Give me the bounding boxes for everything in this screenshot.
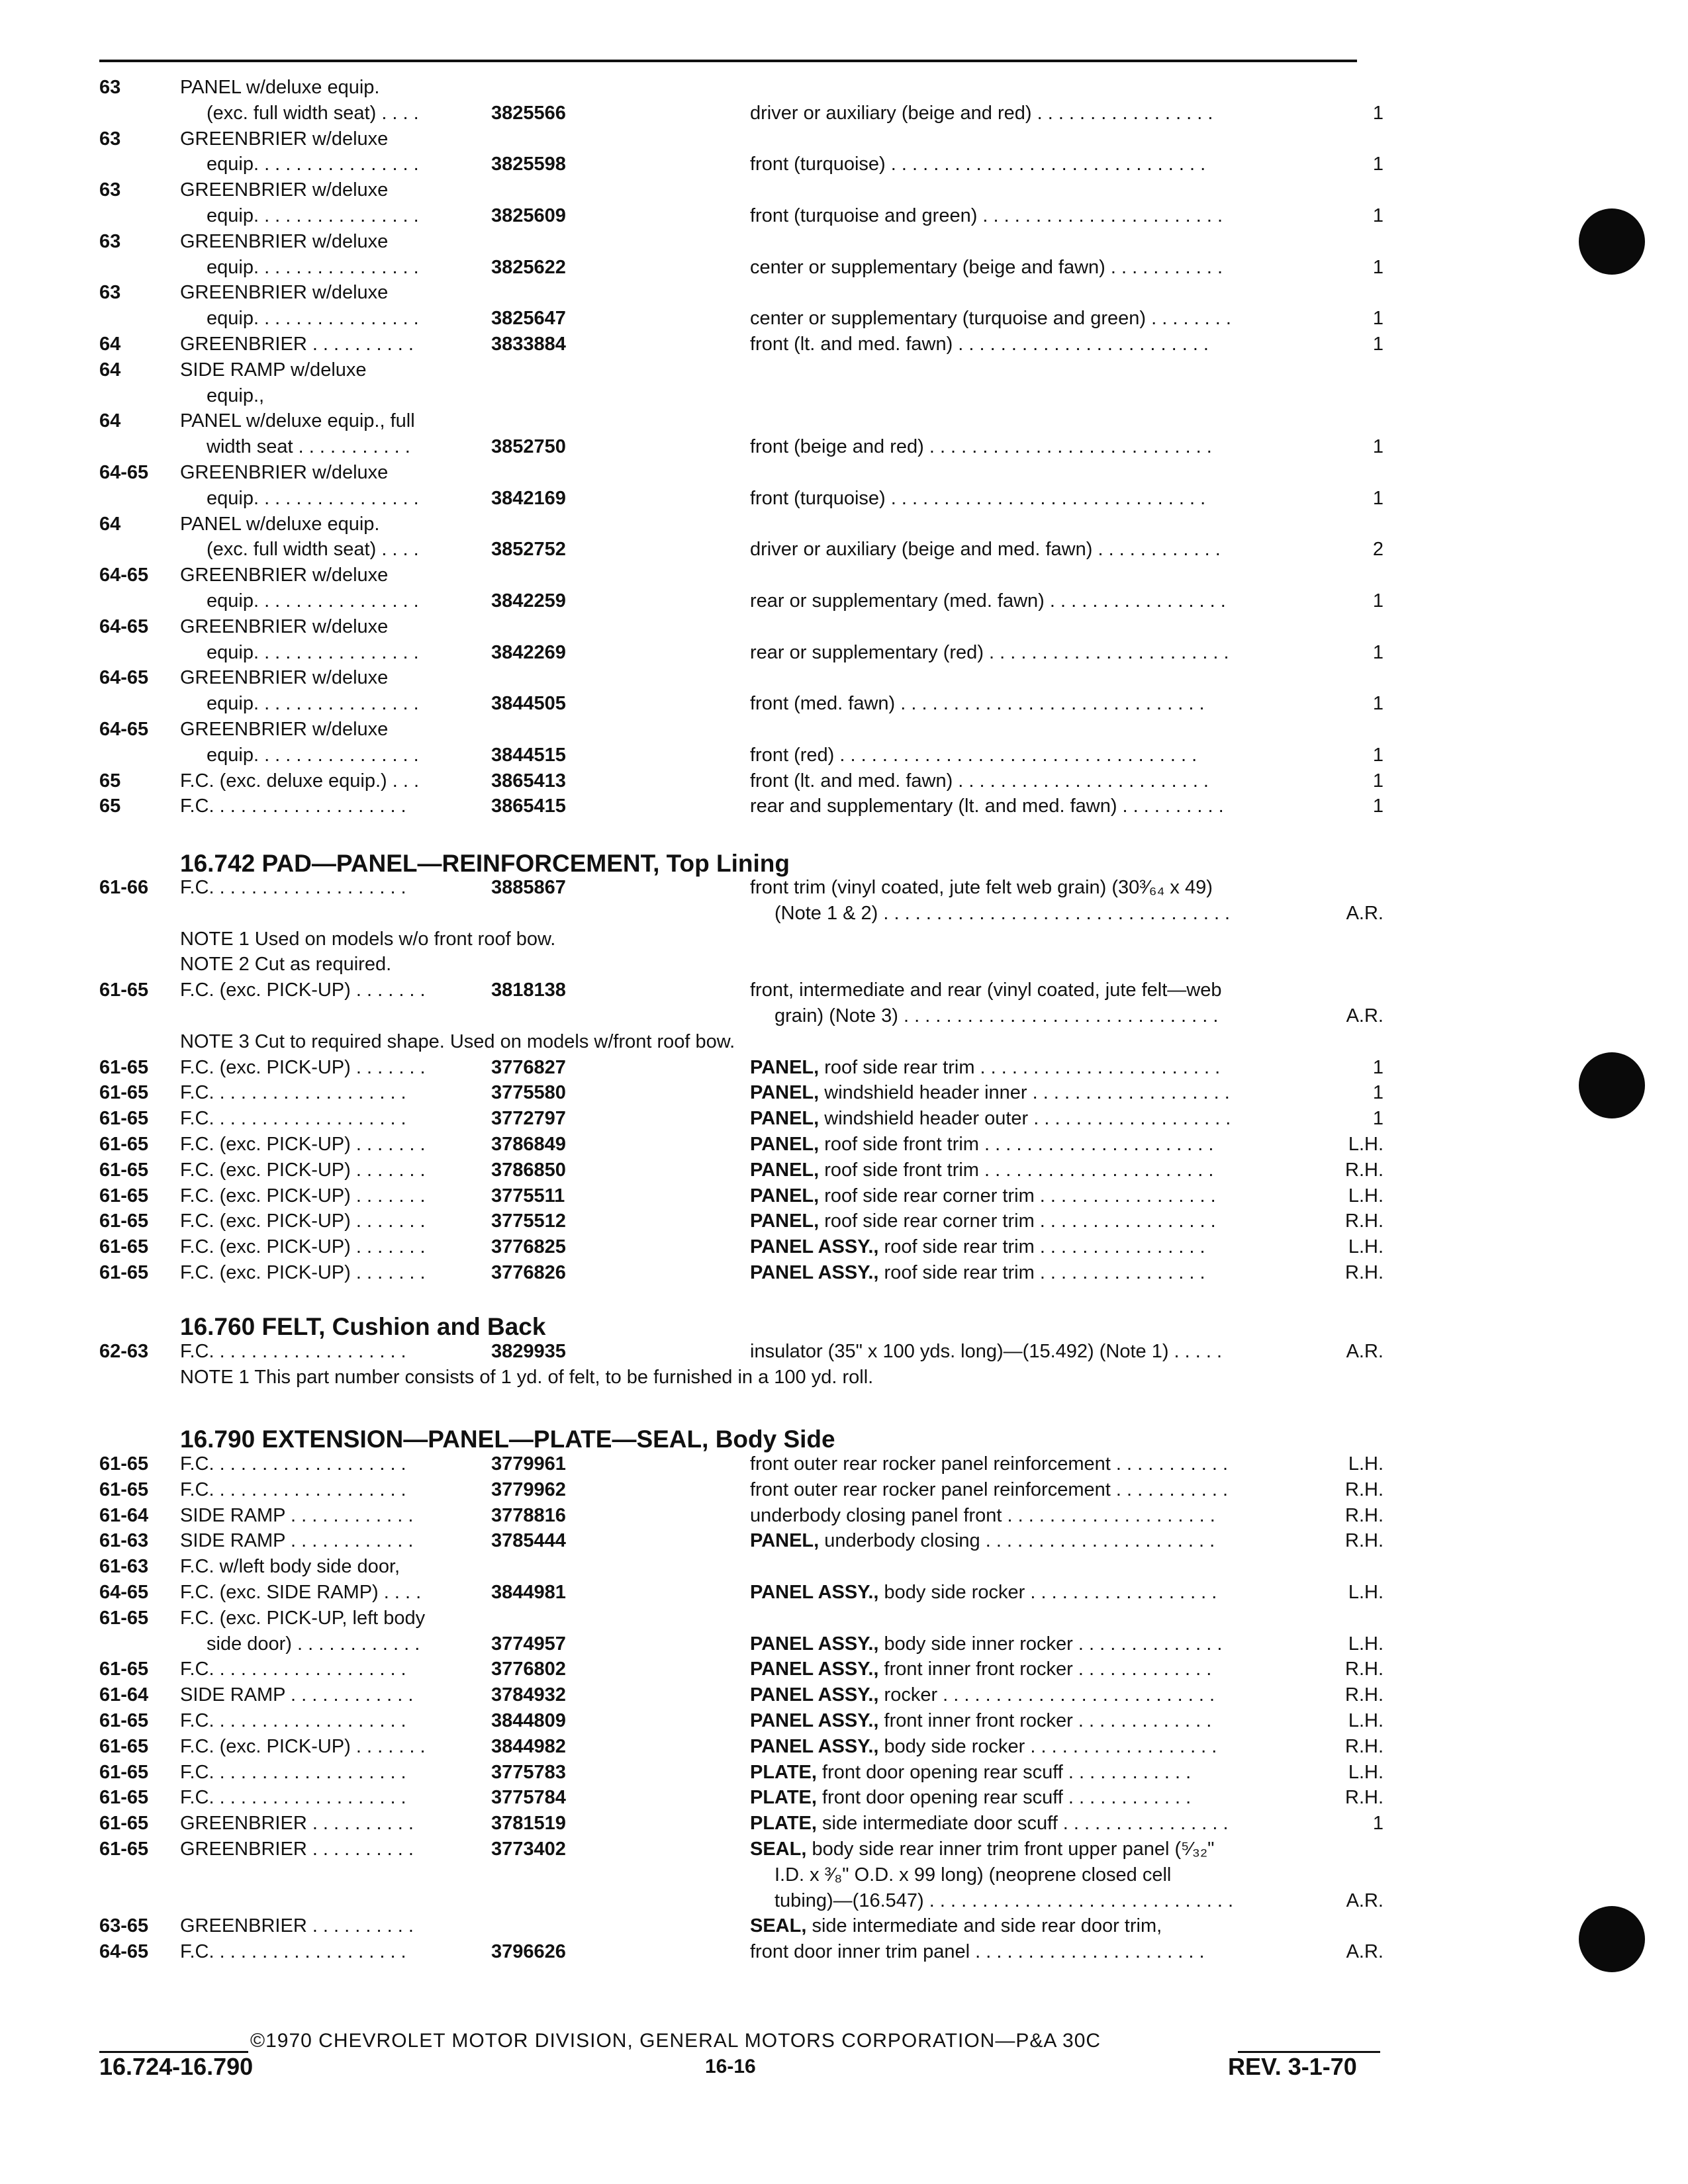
description-text: roof side rear corner trim . . . . . . . . . . . . . . . . . <box>824 1185 1216 1206</box>
model-name: F.C. (exc. PICK-UP) . . . . . . . <box>180 1262 426 1283</box>
model-years: 64-65 <box>99 616 149 637</box>
model-name: GREENBRIER w/deluxe <box>180 179 389 201</box>
quantity: A.R. <box>1346 1341 1383 1362</box>
model-years: 61-65 <box>99 1710 149 1731</box>
quantity: R.H. <box>1345 1736 1383 1757</box>
model-years: 65 <box>99 770 121 792</box>
model-name: (exc. full width seat) . . . . <box>207 539 419 560</box>
model-name: equip. . . . . . . . . . . . . . . . <box>207 590 419 612</box>
part-number: 3775512 <box>491 1210 566 1232</box>
model-years: 61-65 <box>99 1608 149 1629</box>
part-description <box>750 875 1213 900</box>
punch-hole <box>1579 1906 1645 1972</box>
model-name: GREENBRIER . . . . . . . . . . <box>180 1813 414 1834</box>
model-years: 61-65 <box>99 1839 149 1860</box>
punch-hole <box>1579 1052 1645 1118</box>
model-name: SIDE RAMP . . . . . . . . . . . . <box>180 1505 414 1526</box>
description-text: grain) (Note 3) . . . . . . . . . . . . . . . . . . . . . . . . . . . . . . <box>774 1005 1219 1026</box>
part-number: 3778816 <box>491 1505 566 1526</box>
quantity: 1 <box>1372 154 1383 175</box>
section-heading: 16.760 FELT, Cushion and Back <box>180 1313 546 1340</box>
quantity: R.H. <box>1345 1479 1383 1500</box>
note-line: NOTE 2 Cut as required. <box>180 954 392 975</box>
part-number: 3865415 <box>491 796 566 817</box>
model-name: side door) . . . . . . . . . . . . <box>207 1633 420 1655</box>
quantity: 1 <box>1372 796 1383 817</box>
part-number: 3844515 <box>491 745 566 766</box>
part-number: 3833884 <box>491 334 566 355</box>
part-number: 3775511 <box>491 1185 565 1206</box>
part-type: PLATE, <box>750 1762 817 1783</box>
model-years: 64 <box>99 514 121 535</box>
model-years: 61-65 <box>99 1659 149 1680</box>
model-name: F.C. . . . . . . . . . . . . . . . . . . <box>180 1941 406 1962</box>
description-text: front door opening rear scuff . . . . . . . . . . . . <box>822 1762 1192 1783</box>
description-text: body side inner rocker . . . . . . . . . . . . . . <box>884 1633 1223 1655</box>
part-number: 3776802 <box>491 1659 566 1680</box>
quantity: L.H. <box>1348 1762 1383 1783</box>
model-years: 61-64 <box>99 1505 149 1526</box>
model-years: 61-65 <box>99 1453 149 1475</box>
quantity: 1 <box>1372 745 1383 766</box>
model-name: PANEL w/deluxe equip. <box>180 514 380 535</box>
model-years: 61-64 <box>99 1684 149 1706</box>
quantity: R.H. <box>1345 1787 1383 1808</box>
description-text: center or supplementary (turquoise and green) . . . . . . . . <box>750 308 1231 329</box>
description-text: front (lt. and med. fawn) . . . . . . . . . . . . . . . . . . . . . . . . <box>750 334 1209 355</box>
description-text: front trim (vinyl coated, jute felt web grain) (30³⁄₆₄ x 49) <box>750 877 1213 898</box>
quantity: 1 <box>1372 308 1383 329</box>
part-type: PANEL ASSY., <box>750 1582 879 1603</box>
quantity: 1 <box>1372 642 1383 663</box>
quantity: A.R. <box>1346 1941 1383 1962</box>
model-name: equip. . . . . . . . . . . . . . . . <box>207 693 419 714</box>
description-text: underbody closing panel front . . . . . . . . . . . . . . . . . . . . <box>750 1505 1215 1526</box>
model-name: F.C. (exc. PICK-UP, left body <box>180 1608 426 1629</box>
model-name: GREENBRIER w/deluxe <box>180 462 389 483</box>
model-years: 63 <box>99 179 121 201</box>
note-line: NOTE 1 This part number consists of 1 yd. of felt, to be furnished in a 100 yd. roll. <box>180 1367 874 1388</box>
description-text: driver or auxiliary (beige and red) . . . . . . . . . . . . . . . . . <box>750 103 1213 124</box>
model-years: 64-65 <box>99 1941 149 1962</box>
section-heading: 16.742 PAD—PANEL—REINFORCEMENT, Top Lining <box>180 850 790 877</box>
model-name: F.C. (exc. PICK-UP) . . . . . . . <box>180 1160 426 1181</box>
description-text: front (lt. and med. fawn) . . . . . . . . . . . . . . . . . . . . . . . . <box>750 770 1209 792</box>
part-type: PANEL, <box>750 1057 820 1078</box>
part-type: PANEL, <box>750 1185 820 1206</box>
part-type: PLATE, <box>750 1813 817 1834</box>
description-text: front door opening rear scuff . . . . . . . . . . . . <box>822 1787 1192 1808</box>
footer-page-number: 16-16 <box>705 2056 756 2077</box>
quantity: L.H. <box>1348 1633 1383 1655</box>
model-years: 65 <box>99 796 121 817</box>
part-type: PANEL ASSY., <box>750 1684 879 1706</box>
note-line: NOTE 1 Used on models w/o front roof bow. <box>180 929 556 950</box>
quantity: 1 <box>1372 205 1383 226</box>
part-number: 3844982 <box>491 1736 566 1757</box>
model-name: (exc. full width seat) . . . . <box>207 103 419 124</box>
model-name: equip. . . . . . . . . . . . . . . . <box>207 642 419 663</box>
model-name: GREENBRIER w/deluxe <box>180 128 389 150</box>
model-years: 61-65 <box>99 1185 149 1206</box>
model-name: GREENBRIER w/deluxe <box>180 719 389 740</box>
model-name: F.C. . . . . . . . . . . . . . . . . . . <box>180 1659 406 1680</box>
model-years: 64 <box>99 334 121 355</box>
quantity: L.H. <box>1348 1185 1383 1206</box>
quantity: R.H. <box>1345 1684 1383 1706</box>
model-name: SIDE RAMP . . . . . . . . . . . . <box>180 1684 414 1706</box>
part-number: 3825566 <box>491 103 566 124</box>
description-text: body side rocker . . . . . . . . . . . . . . . . . . <box>884 1582 1217 1603</box>
model-years: 61-66 <box>99 877 149 898</box>
model-years: 61-65 <box>99 1210 149 1232</box>
part-description <box>750 1837 1214 1862</box>
quantity: 1 <box>1372 334 1383 355</box>
description-text: (Note 1 & 2) . . . . . . . . . . . . . . . . . . . . . . . . . . . . . . . . . <box>774 903 1231 924</box>
model-name: SIDE RAMP . . . . . . . . . . . . <box>180 1530 414 1551</box>
description-text: windshield header outer . . . . . . . . . . . . . . . . . . . <box>824 1108 1231 1129</box>
part-number: 3852752 <box>491 539 566 560</box>
part-type: PANEL, <box>750 1530 820 1551</box>
model-name: F.C. . . . . . . . . . . . . . . . . . . <box>180 1710 406 1731</box>
part-number: 3825598 <box>491 154 566 175</box>
quantity: A.R. <box>1346 903 1383 924</box>
model-name: F.C. (exc. PICK-UP) . . . . . . . <box>180 1134 426 1155</box>
model-name: F.C. . . . . . . . . . . . . . . . . . . <box>180 1108 406 1129</box>
description-text: front (red) . . . . . . . . . . . . . . . . . . . . . . . . . . . . . . . . . . <box>750 745 1197 766</box>
quantity: L.H. <box>1348 1236 1383 1257</box>
model-years: 64-65 <box>99 565 149 586</box>
footer-copyright: ©1970 CHEVROLET MOTOR DIVISION, GENERAL MOTORS CORPORATION—P&A 30C <box>250 2030 1102 2052</box>
quantity: 1 <box>1372 1057 1383 1078</box>
model-years: 61-65 <box>99 1236 149 1257</box>
description-text: roof side rear trim . . . . . . . . . . . . . . . . . . . . . . . <box>824 1057 1221 1078</box>
note-line: NOTE 3 Cut to required shape. Used on models w/front roof bow. <box>180 1031 735 1052</box>
description-text: driver or auxiliary (beige and med. fawn) . . . . . . . . . . . . <box>750 539 1221 560</box>
quantity: 1 <box>1372 770 1383 792</box>
part-number: 3786849 <box>491 1134 566 1155</box>
punch-hole <box>1579 208 1645 275</box>
model-years: 61-65 <box>99 1813 149 1834</box>
part-number: 3772797 <box>491 1108 566 1129</box>
model-name: F.C. . . . . . . . . . . . . . . . . . . <box>180 1762 406 1783</box>
top-rule <box>99 60 1357 62</box>
part-type: PANEL, <box>750 1082 820 1103</box>
model-name: F.C. . . . . . . . . . . . . . . . . . . <box>180 1341 406 1362</box>
description-text: underbody closing . . . . . . . . . . . . . . . . . . . . . . <box>824 1530 1215 1551</box>
model-name: equip. . . . . . . . . . . . . . . . <box>207 257 419 278</box>
part-number: 3844809 <box>491 1710 566 1731</box>
model-name: GREENBRIER w/deluxe <box>180 282 389 303</box>
description-text: roof side front trim . . . . . . . . . . . . . . . . . . . . . . <box>824 1134 1214 1155</box>
model-name: F.C. . . . . . . . . . . . . . . . . . . <box>180 1479 406 1500</box>
part-type: PANEL ASSY., <box>750 1659 879 1680</box>
description-text: front (beige and red) . . . . . . . . . . . . . . . . . . . . . . . . . . . <box>750 436 1212 457</box>
model-name: F.C. . . . . . . . . . . . . . . . . . . <box>180 1787 406 1808</box>
model-years: 64-65 <box>99 667 149 688</box>
model-years: 63 <box>99 128 121 150</box>
model-name: F.C. (exc. PICK-UP) . . . . . . . <box>180 1185 426 1206</box>
model-name: GREENBRIER . . . . . . . . . . <box>180 1915 414 1936</box>
footer-section-range: 16.724-16.790 <box>99 2053 254 2080</box>
quantity: 1 <box>1372 693 1383 714</box>
description-text: side intermediate door scuff . . . . . . . . . . . . . . . . <box>822 1813 1229 1834</box>
model-years: 61-65 <box>99 1108 149 1129</box>
description-text: roof side rear trim . . . . . . . . . . . . . . . . <box>884 1236 1205 1257</box>
part-number: 3776825 <box>491 1236 566 1257</box>
part-type: PANEL ASSY., <box>750 1236 879 1257</box>
description-text: front (med. fawn) . . . . . . . . . . . . . . . . . . . . . . . . . . . . . <box>750 693 1205 714</box>
description-text: insulator (35" x 100 yds. long)—(15.492) (Note 1) . . . . . <box>750 1341 1223 1362</box>
description-text: windshield header inner . . . . . . . . . . . . . . . . . . . <box>824 1082 1230 1103</box>
model-name: GREENBRIER w/deluxe <box>180 667 389 688</box>
description-text: front (turquoise and green) . . . . . . . . . . . . . . . . . . . . . . . <box>750 205 1223 226</box>
model-name: F.C. (exc. PICK-UP) . . . . . . . <box>180 979 426 1001</box>
part-number: 3825622 <box>491 257 566 278</box>
part-number: 3829935 <box>491 1341 566 1362</box>
part-description <box>750 978 1221 1003</box>
quantity: L.H. <box>1348 1453 1383 1475</box>
part-number: 3842269 <box>491 642 566 663</box>
part-number: 3773402 <box>491 1839 566 1860</box>
model-years: 64-65 <box>99 719 149 740</box>
quantity: R.H. <box>1345 1160 1383 1181</box>
model-years: 61-65 <box>99 1134 149 1155</box>
part-number: 3842259 <box>491 590 566 612</box>
model-name: F.C. (exc. SIDE RAMP) . . . . <box>180 1582 422 1603</box>
quantity: L.H. <box>1348 1710 1383 1731</box>
description-text: center or supplementary (beige and fawn) . . . . . . . . . . . <box>750 257 1223 278</box>
quantity: A.R. <box>1346 1890 1383 1911</box>
part-type: PANEL ASSY., <box>750 1633 879 1655</box>
part-number: 3785444 <box>491 1530 566 1551</box>
model-name: PANEL w/deluxe equip., full <box>180 410 415 432</box>
quantity: 1 <box>1372 488 1383 509</box>
description-text: front inner front rocker . . . . . . . . . . . . . <box>884 1710 1212 1731</box>
model-years: 63 <box>99 282 121 303</box>
quantity: R.H. <box>1345 1505 1383 1526</box>
quantity: L.H. <box>1348 1582 1383 1603</box>
model-years: 61-65 <box>99 1160 149 1181</box>
part-type: SEAL, <box>750 1915 807 1936</box>
part-type: SEAL, <box>750 1839 807 1860</box>
model-years: 61-65 <box>99 1082 149 1103</box>
model-name: width seat . . . . . . . . . . . <box>207 436 410 457</box>
part-type: PANEL, <box>750 1160 820 1181</box>
part-number: 3774957 <box>491 1633 566 1655</box>
part-number: 3844505 <box>491 693 566 714</box>
model-years: 63 <box>99 231 121 252</box>
quantity: R.H. <box>1345 1210 1383 1232</box>
description-text: body side rocker . . . . . . . . . . . . . . . . . . <box>884 1736 1217 1757</box>
part-type: PANEL ASSY., <box>750 1736 879 1757</box>
model-name: equip. . . . . . . . . . . . . . . . <box>207 488 419 509</box>
model-name: equip. . . . . . . . . . . . . . . . <box>207 154 419 175</box>
quantity: 1 <box>1372 436 1383 457</box>
description-text: tubing)—(16.547) . . . . . . . . . . . . . . . . . . . . . . . . . . . . . <box>774 1890 1233 1911</box>
model-years: 63-65 <box>99 1915 149 1936</box>
part-number: 3842169 <box>491 488 566 509</box>
model-name: GREENBRIER . . . . . . . . . . <box>180 1839 414 1860</box>
part-number: 3825647 <box>491 308 566 329</box>
description-text: front inner front rocker . . . . . . . . . . . . . <box>884 1659 1212 1680</box>
model-name: F.C. (exc. PICK-UP) . . . . . . . <box>180 1236 426 1257</box>
part-type: PANEL, <box>750 1134 820 1155</box>
model-years: 63 <box>99 77 121 98</box>
part-number: 3825609 <box>491 205 566 226</box>
section-heading: 16.790 EXTENSION—PANEL—PLATE—SEAL, Body Side <box>180 1426 835 1453</box>
description-text: front, intermediate and rear (vinyl coated, jute felt—web <box>750 979 1222 1001</box>
quantity: L.H. <box>1348 1134 1383 1155</box>
model-years: 62-63 <box>99 1341 149 1362</box>
model-name: F.C. (exc. PICK-UP) . . . . . . . <box>180 1210 426 1232</box>
part-type: PANEL, <box>750 1210 820 1232</box>
description-text: rocker . . . . . . . . . . . . . . . . . . . . . . . . . . <box>884 1684 1215 1706</box>
part-type: PLATE, <box>750 1787 817 1808</box>
description-text: side intermediate and side rear door trim, <box>812 1915 1162 1936</box>
part-type: PANEL ASSY., <box>750 1262 879 1283</box>
quantity: R.H. <box>1345 1530 1383 1551</box>
model-years: 61-65 <box>99 979 149 1001</box>
model-years: 61-63 <box>99 1530 149 1551</box>
model-name: equip. . . . . . . . . . . . . . . . <box>207 308 419 329</box>
quantity: 1 <box>1372 1813 1383 1834</box>
part-number: 3784932 <box>491 1684 566 1706</box>
part-description <box>750 1913 1162 1938</box>
part-number: 3775783 <box>491 1762 566 1783</box>
quantity: 1 <box>1372 257 1383 278</box>
part-number: 3779962 <box>491 1479 566 1500</box>
description-text: front (turquoise) . . . . . . . . . . . . . . . . . . . . . . . . . . . . . . <box>750 488 1206 509</box>
model-years: 61-63 <box>99 1556 149 1577</box>
model-years: 61-65 <box>99 1262 149 1283</box>
model-name: GREENBRIER w/deluxe <box>180 616 389 637</box>
quantity: R.H. <box>1345 1659 1383 1680</box>
quantity: 1 <box>1372 1082 1383 1103</box>
description-text: body side rear inner trim front upper panel (⁵⁄₃₂" <box>812 1839 1215 1860</box>
part-description <box>774 1862 1171 1888</box>
part-number: 3781519 <box>491 1813 566 1834</box>
model-name: F.C. . . . . . . . . . . . . . . . . . . <box>180 1453 406 1475</box>
description-text: roof side rear trim . . . . . . . . . . . . . . . . <box>884 1262 1205 1283</box>
model-name: SIDE RAMP w/deluxe <box>180 359 367 381</box>
part-type: PANEL, <box>750 1108 820 1129</box>
model-name: equip. . . . . . . . . . . . . . . . <box>207 745 419 766</box>
model-name: GREENBRIER w/deluxe <box>180 231 389 252</box>
model-years: 61-65 <box>99 1057 149 1078</box>
model-years: 61-65 <box>99 1736 149 1757</box>
model-name: F.C. . . . . . . . . . . . . . . . . . . <box>180 877 406 898</box>
quantity: 1 <box>1372 590 1383 612</box>
quantity: R.H. <box>1345 1262 1383 1283</box>
part-number: 3852750 <box>491 436 566 457</box>
part-number: 3776826 <box>491 1262 566 1283</box>
part-number: 3865413 <box>491 770 566 792</box>
description-text: front door inner trim panel . . . . . . . . . . . . . . . . . . . . . . <box>750 1941 1205 1962</box>
model-name: F.C. . . . . . . . . . . . . . . . . . . <box>180 1082 406 1103</box>
part-number: 3885867 <box>491 877 566 898</box>
description-text: front outer rear rocker panel reinforcement . . . . . . . . . . . <box>750 1453 1229 1475</box>
description-text: I.D. x ³⁄₈" O.D. x 99 long) (neoprene closed cell <box>774 1864 1172 1886</box>
description-text: rear or supplementary (red) . . . . . . . . . . . . . . . . . . . . . . . <box>750 642 1229 663</box>
part-number: 3818138 <box>491 979 566 1001</box>
model-name: F.C. . . . . . . . . . . . . . . . . . . <box>180 796 406 817</box>
part-type: PANEL ASSY., <box>750 1710 879 1731</box>
quantity: 1 <box>1372 1108 1383 1129</box>
part-number: 3786850 <box>491 1160 566 1181</box>
model-years: 61-65 <box>99 1787 149 1808</box>
model-name: PANEL w/deluxe equip. <box>180 77 380 98</box>
description-text: front outer rear rocker panel reinforcement . . . . . . . . . . . <box>750 1479 1229 1500</box>
part-number: 3844981 <box>491 1582 566 1603</box>
model-name: GREENBRIER . . . . . . . . . . <box>180 334 414 355</box>
model-name: equip., <box>207 385 265 406</box>
part-number: 3779961 <box>491 1453 566 1475</box>
model-years: 61-65 <box>99 1762 149 1783</box>
part-number: 3775784 <box>491 1787 566 1808</box>
model-name: F.C. (exc. PICK-UP) . . . . . . . <box>180 1057 426 1078</box>
quantity: A.R. <box>1346 1005 1383 1026</box>
footer-revision: REV. 3-1-70 <box>1228 2053 1357 2080</box>
quantity: 2 <box>1372 539 1383 560</box>
model-name: F.C. (exc. PICK-UP) . . . . . . . <box>180 1736 426 1757</box>
description-text: roof side front trim . . . . . . . . . . . . . . . . . . . . . . <box>824 1160 1214 1181</box>
model-years: 64-65 <box>99 462 149 483</box>
model-name: equip. . . . . . . . . . . . . . . . <box>207 205 419 226</box>
model-years: 64 <box>99 410 121 432</box>
model-name: F.C. w/left body side door, <box>180 1556 400 1577</box>
quantity: 1 <box>1372 103 1383 124</box>
description-text: roof side rear corner trim . . . . . . . . . . . . . . . . . <box>824 1210 1216 1232</box>
model-name: GREENBRIER w/deluxe <box>180 565 389 586</box>
description-text: rear or supplementary (med. fawn) . . . . . . . . . . . . . . . . . <box>750 590 1226 612</box>
model-name: F.C. (exc. deluxe equip.) . . . <box>180 770 420 792</box>
part-number: 3796626 <box>491 1941 566 1962</box>
model-years: 64-65 <box>99 1582 149 1603</box>
description-text: front (turquoise) . . . . . . . . . . . . . . . . . . . . . . . . . . . . . . <box>750 154 1206 175</box>
description-text: rear and supplementary (lt. and med. fawn) . . . . . . . . . . <box>750 796 1224 817</box>
part-number: 3776827 <box>491 1057 566 1078</box>
model-years: 61-65 <box>99 1479 149 1500</box>
part-number: 3775580 <box>491 1082 566 1103</box>
model-years: 64 <box>99 359 121 381</box>
